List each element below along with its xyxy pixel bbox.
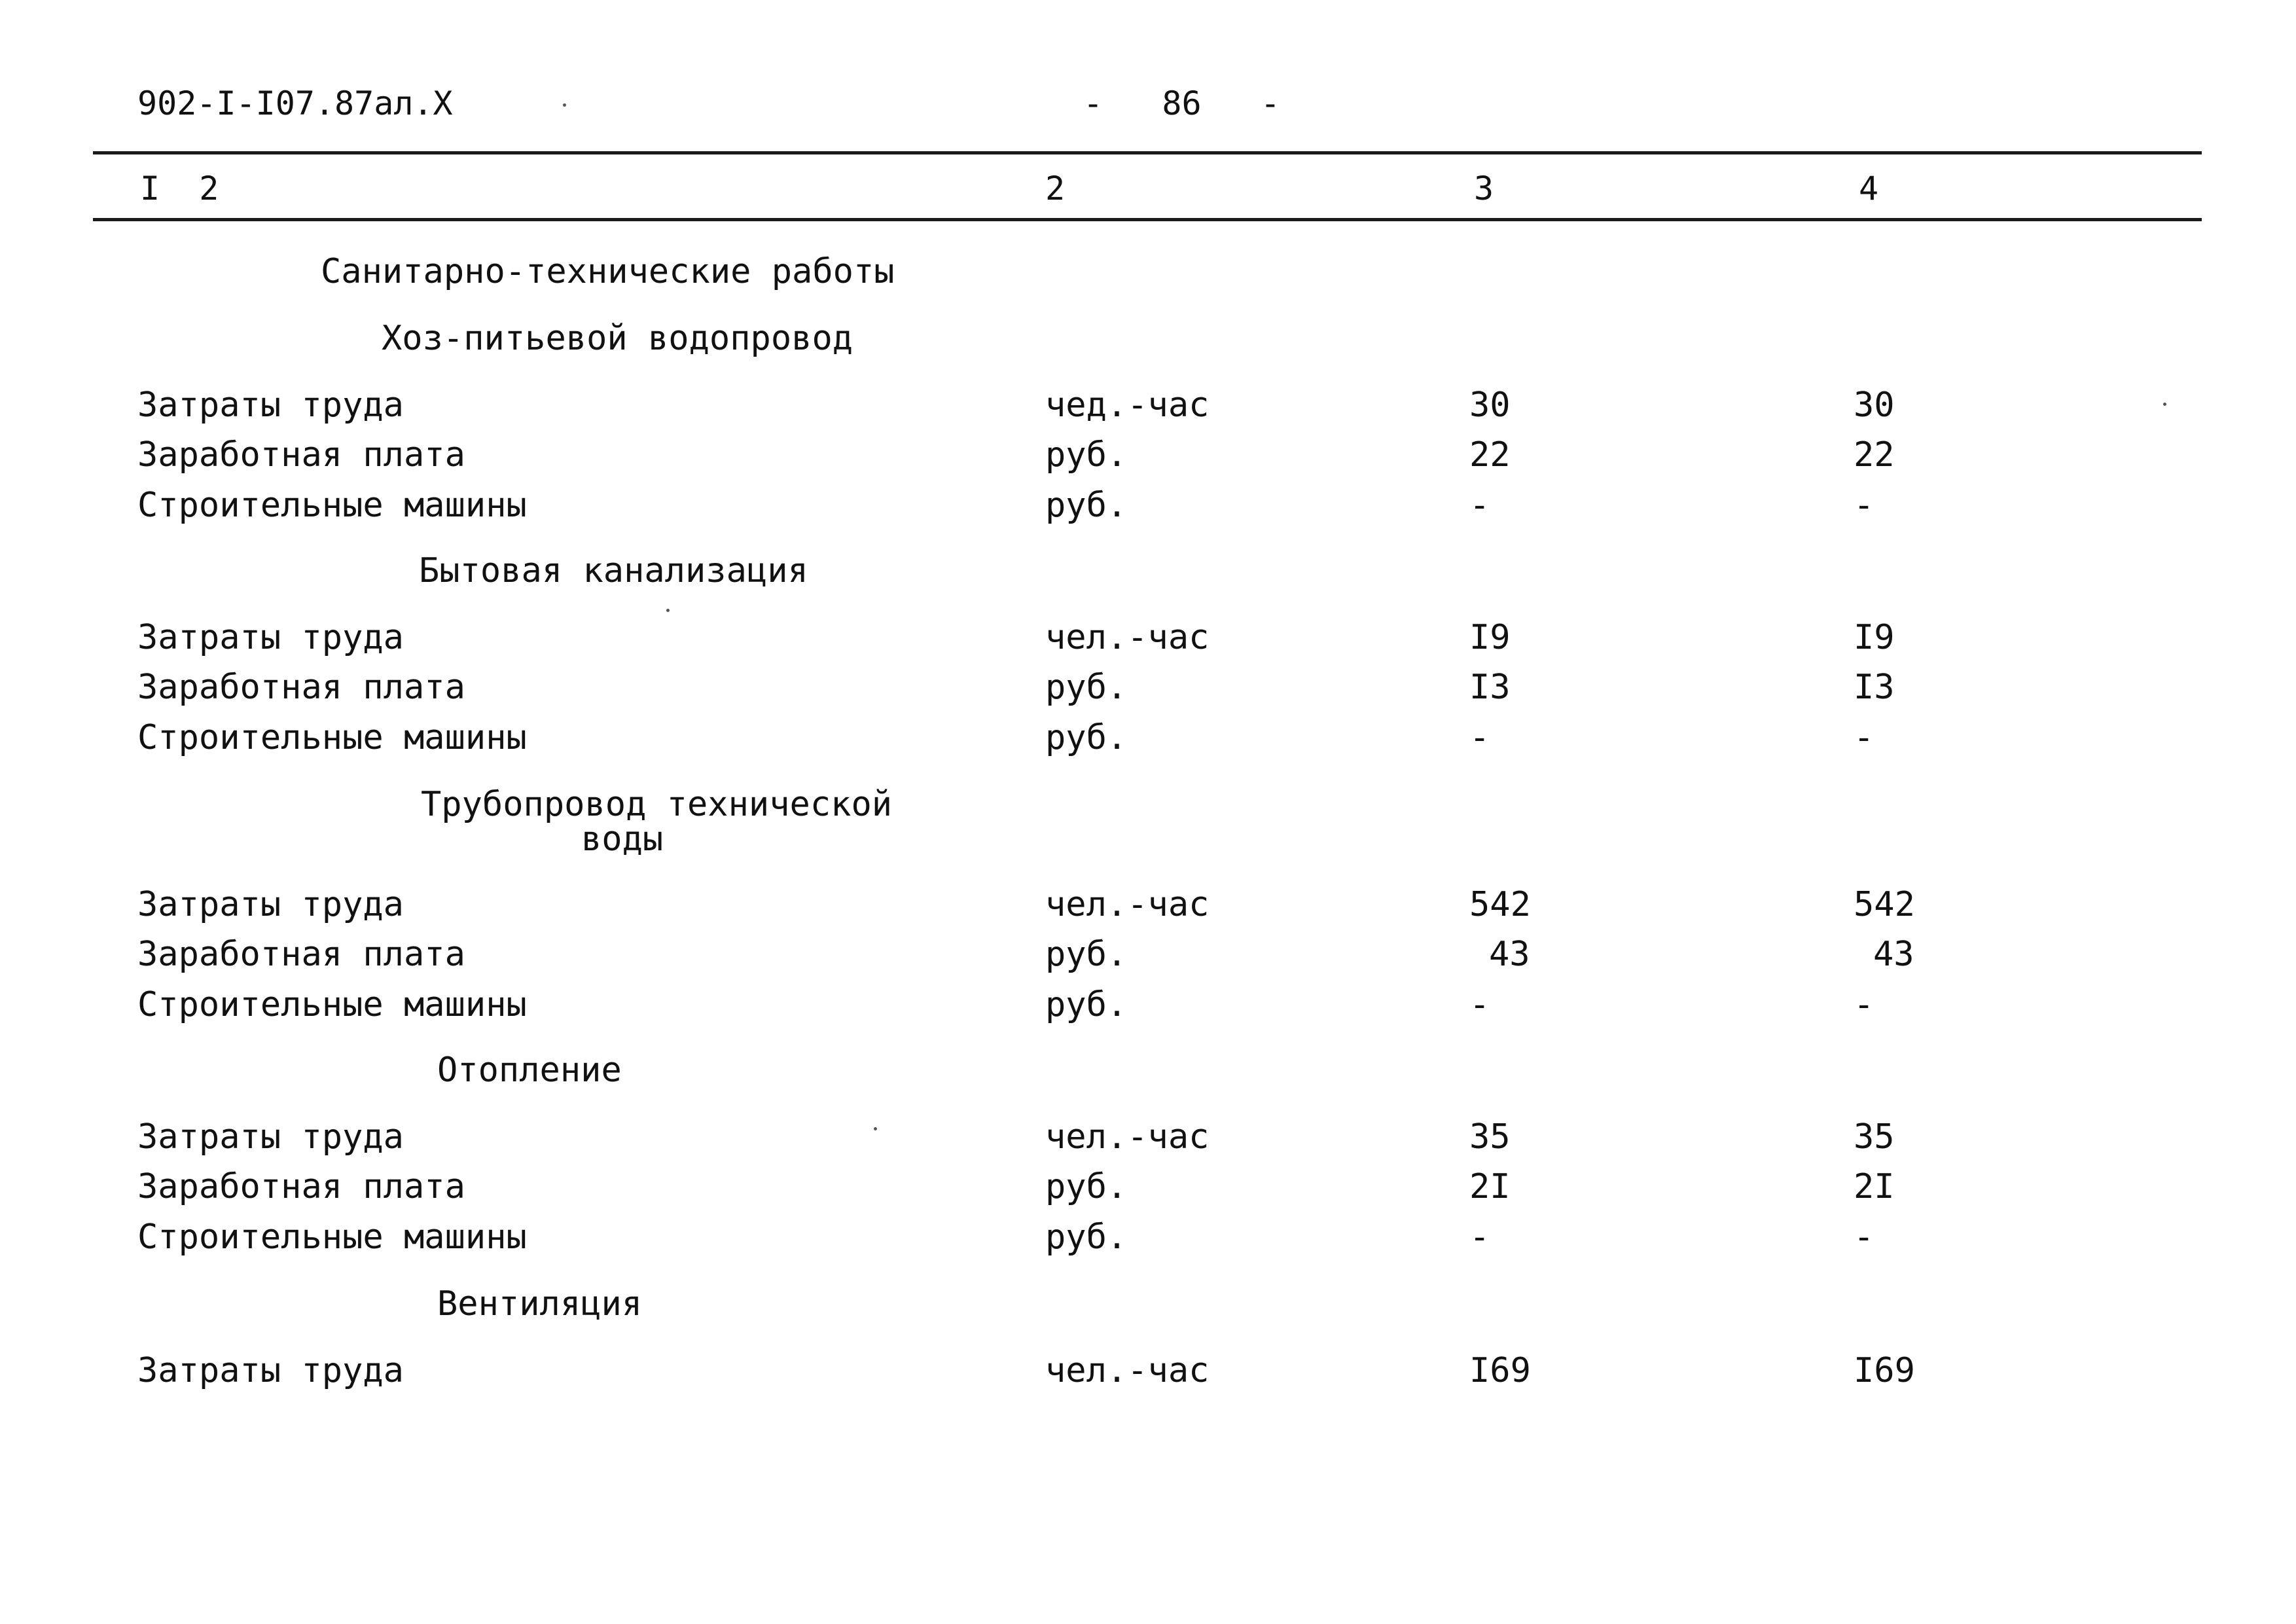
row-unit: руб. bbox=[1045, 718, 1128, 757]
column-header-unit: 2 bbox=[1045, 170, 1066, 208]
row-unit: руб. bbox=[1045, 935, 1128, 974]
row-col4: - bbox=[1854, 718, 1874, 757]
section-heading-process-water-line-1: Трубопровод технической bbox=[421, 785, 893, 824]
row-label: Строительные машины bbox=[137, 985, 527, 1024]
row-col3: - bbox=[1469, 985, 1490, 1024]
row-unit: чел.-час bbox=[1045, 885, 1210, 924]
row-col3: - bbox=[1469, 486, 1490, 525]
row-col4: 43 bbox=[1873, 935, 1914, 974]
page-number: - 86 - bbox=[1083, 84, 1281, 122]
row-col3: 30 bbox=[1469, 386, 1511, 425]
section-heading-water-supply: Хоз-питьевой водопровод bbox=[382, 319, 853, 358]
row-col4: 35 bbox=[1854, 1117, 1895, 1157]
row-col4: I9 bbox=[1854, 618, 1895, 657]
row-col4: 30 bbox=[1854, 386, 1895, 425]
row-col4: 542 bbox=[1854, 885, 1915, 924]
row-unit: чел.-час bbox=[1045, 618, 1210, 657]
row-col3: 43 bbox=[1489, 935, 1530, 974]
column-header-4: 4 bbox=[1859, 170, 1879, 208]
table-top-rule bbox=[93, 151, 2202, 154]
scan-speck bbox=[874, 1127, 877, 1130]
row-unit: чед.-час bbox=[1045, 386, 1210, 425]
row-col4: - bbox=[1854, 1218, 1874, 1257]
scan-speck bbox=[2163, 403, 2166, 406]
row-col3: I9 bbox=[1469, 618, 1511, 657]
row-unit: чел.-час bbox=[1045, 1117, 1210, 1157]
section-heading-heating: Отопление bbox=[437, 1051, 622, 1090]
row-label: Заработная плата bbox=[137, 935, 465, 974]
section-heading-process-water-line-2: воды bbox=[581, 820, 664, 859]
row-col3: - bbox=[1469, 1218, 1490, 1257]
row-col3: I3 bbox=[1469, 668, 1511, 707]
row-col4: - bbox=[1854, 985, 1874, 1024]
row-label: Строительные машины bbox=[137, 1218, 527, 1257]
document-code: 902-I-I07.87ал.Х bbox=[137, 84, 453, 122]
table-header-rule bbox=[93, 218, 2202, 221]
scan-speck bbox=[666, 609, 670, 612]
row-label: Заработная плата bbox=[137, 435, 465, 475]
row-col4: 2I bbox=[1854, 1167, 1895, 1206]
section-heading-sanitary-works: Санитарно-технические работы bbox=[321, 252, 895, 291]
row-unit: руб. bbox=[1045, 486, 1128, 525]
row-label: Строительные машины bbox=[137, 718, 527, 757]
row-col4: 22 bbox=[1854, 435, 1895, 475]
row-col3: 2I bbox=[1469, 1167, 1511, 1206]
row-unit: руб. bbox=[1045, 1218, 1128, 1257]
row-label: Заработная плата bbox=[137, 1167, 465, 1206]
row-unit: руб. bbox=[1045, 668, 1128, 707]
row-label: Затраты труда bbox=[137, 618, 404, 657]
row-col4: I3 bbox=[1854, 668, 1895, 707]
row-col3: 22 bbox=[1469, 435, 1511, 475]
row-col3: - bbox=[1469, 718, 1490, 757]
row-unit: руб. bbox=[1045, 1167, 1128, 1206]
row-label: Строительные машины bbox=[137, 486, 527, 525]
row-label: Затраты труда bbox=[137, 386, 404, 425]
row-unit: руб. bbox=[1045, 985, 1128, 1024]
row-unit: чел.-час bbox=[1045, 1351, 1210, 1390]
row-label: Затраты труда bbox=[137, 1351, 404, 1390]
row-label: Затраты труда bbox=[137, 1117, 404, 1157]
row-col3: 542 bbox=[1469, 885, 1531, 924]
row-label: Заработная плата bbox=[137, 668, 465, 707]
column-header-3: 3 bbox=[1474, 170, 1494, 208]
row-col4: - bbox=[1854, 486, 1874, 525]
row-col3: 35 bbox=[1469, 1117, 1511, 1157]
section-heading-ventilation: Вентиляция bbox=[437, 1284, 643, 1324]
row-col3: I69 bbox=[1469, 1351, 1531, 1390]
row-label: Затраты труда bbox=[137, 885, 404, 924]
section-heading-sewerage: Бытовая канализация bbox=[419, 551, 808, 590]
scan-speck bbox=[563, 103, 566, 107]
column-header-1-2: I 2 bbox=[140, 170, 219, 208]
row-col4: I69 bbox=[1854, 1351, 1915, 1390]
row-unit: руб. bbox=[1045, 435, 1128, 475]
